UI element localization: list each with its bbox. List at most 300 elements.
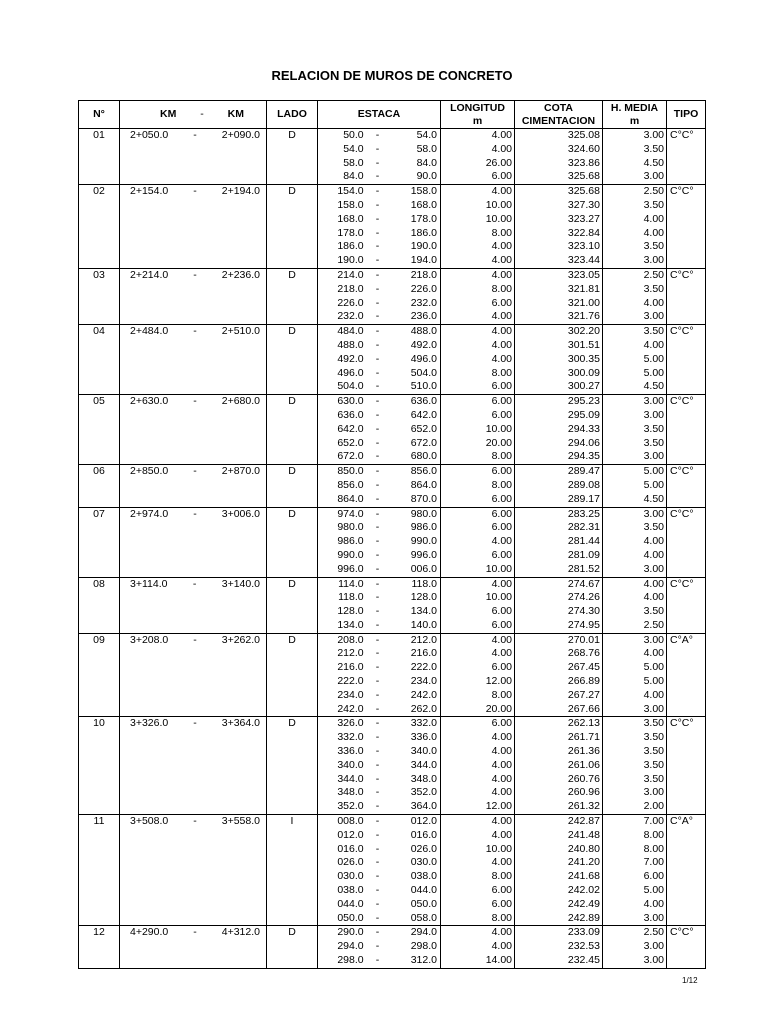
longitud-value: 4.00 bbox=[441, 856, 515, 870]
side-lado bbox=[267, 912, 318, 926]
estaca-sep: - bbox=[375, 325, 380, 338]
longitud-value: 6.00 bbox=[441, 380, 515, 394]
estaca-sep: - bbox=[375, 954, 380, 967]
estaca-from: 038.0 bbox=[337, 884, 364, 897]
table-row bbox=[79, 367, 706, 381]
wall-number bbox=[79, 591, 120, 605]
cota-value: 261.71 bbox=[515, 731, 603, 745]
estaca-range bbox=[318, 157, 441, 171]
estaca-sep: - bbox=[375, 842, 380, 855]
hmedia-value: 5.00 bbox=[603, 479, 667, 493]
hmedia-value: 3.00 bbox=[603, 633, 667, 647]
km-range bbox=[120, 703, 267, 717]
table-row bbox=[79, 549, 706, 563]
estaca-from: 332.0 bbox=[337, 731, 364, 744]
longitud-value: 4.00 bbox=[441, 815, 515, 829]
estaca-sep: - bbox=[375, 717, 380, 730]
wall-number: 04 bbox=[79, 325, 120, 339]
side-lado bbox=[267, 535, 318, 549]
hmedia-value: 3.50 bbox=[603, 199, 667, 213]
km-range bbox=[120, 240, 267, 254]
estaca-from: 492.0 bbox=[337, 352, 364, 365]
wall-number bbox=[79, 954, 120, 968]
cota-value: 282.31 bbox=[515, 521, 603, 535]
estaca-to: 044.0 bbox=[410, 884, 437, 897]
table-row bbox=[79, 815, 706, 829]
cota-value: 321.76 bbox=[515, 310, 603, 324]
estaca-from: 044.0 bbox=[337, 897, 364, 910]
wall-number bbox=[79, 437, 120, 451]
hmedia-value: 4.00 bbox=[603, 898, 667, 912]
header-km-right: KM bbox=[227, 108, 244, 120]
cota-value: 281.09 bbox=[515, 549, 603, 563]
hmedia-value: 2.50 bbox=[603, 926, 667, 940]
cota-value: 295.23 bbox=[515, 395, 603, 409]
cota-value: 232.53 bbox=[515, 940, 603, 954]
estaca-to: 856.0 bbox=[410, 465, 437, 478]
side-lado bbox=[267, 829, 318, 843]
cota-value: 281.52 bbox=[515, 563, 603, 577]
table-row bbox=[79, 465, 706, 479]
estaca-range bbox=[318, 185, 441, 199]
side-lado bbox=[267, 143, 318, 157]
table-row bbox=[79, 689, 706, 703]
km-range bbox=[120, 786, 267, 800]
side-lado bbox=[267, 591, 318, 605]
wall-number bbox=[79, 940, 120, 954]
wall-number bbox=[79, 661, 120, 675]
cota-value: 324.60 bbox=[515, 143, 603, 157]
estaca-to: 158.0 bbox=[410, 185, 437, 198]
estaca-range bbox=[318, 535, 441, 549]
side-lado bbox=[267, 297, 318, 311]
estaca-to: 488.0 bbox=[410, 325, 437, 338]
table-row bbox=[79, 240, 706, 254]
km-range bbox=[120, 297, 267, 311]
longitud-value: 10.00 bbox=[441, 591, 515, 605]
estaca-range bbox=[318, 675, 441, 689]
estaca-from: 336.0 bbox=[337, 745, 364, 758]
hmedia-value: 5.00 bbox=[603, 884, 667, 898]
side-lado bbox=[267, 353, 318, 367]
estaca-from: 128.0 bbox=[337, 605, 364, 618]
km-end: 3+364.0 bbox=[221, 717, 260, 730]
longitud-value: 8.00 bbox=[441, 870, 515, 884]
table-row bbox=[79, 940, 706, 954]
estaca-to: 990.0 bbox=[410, 535, 437, 548]
km-start: 2+214.0 bbox=[130, 268, 169, 281]
hmedia-value: 2.50 bbox=[603, 268, 667, 282]
estaca-from: 504.0 bbox=[337, 380, 364, 393]
cota-value: 300.35 bbox=[515, 353, 603, 367]
side-lado bbox=[267, 479, 318, 493]
km-end: 3+006.0 bbox=[221, 507, 260, 520]
estaca-sep: - bbox=[375, 296, 380, 309]
longitud-value: 4.00 bbox=[441, 633, 515, 647]
estaca-from: 050.0 bbox=[337, 911, 364, 924]
km-range bbox=[120, 856, 267, 870]
estaca-sep: - bbox=[375, 352, 380, 365]
cota-value: 323.44 bbox=[515, 254, 603, 268]
hmedia-value: 3.50 bbox=[603, 521, 667, 535]
estaca-sep: - bbox=[375, 800, 380, 813]
estaca-to: 050.0 bbox=[410, 897, 437, 910]
estaca-sep: - bbox=[375, 772, 380, 785]
wall-number bbox=[79, 786, 120, 800]
hmedia-value: 6.00 bbox=[603, 870, 667, 884]
wall-number bbox=[79, 170, 120, 184]
estaca-range bbox=[318, 870, 441, 884]
km-start: 2+154.0 bbox=[130, 185, 169, 198]
longitud-value: 6.00 bbox=[441, 465, 515, 479]
header-km bbox=[120, 101, 267, 129]
km-range bbox=[120, 731, 267, 745]
km-start: 3+326.0 bbox=[130, 717, 169, 730]
side-lado bbox=[267, 437, 318, 451]
tipo-value bbox=[667, 437, 706, 451]
table-row bbox=[79, 493, 706, 507]
km-range bbox=[120, 940, 267, 954]
estaca-from: 974.0 bbox=[337, 507, 364, 520]
estaca-sep: - bbox=[375, 478, 380, 491]
estaca-from: 118.0 bbox=[338, 591, 364, 604]
km-range bbox=[120, 437, 267, 451]
estaca-from: 864.0 bbox=[337, 492, 364, 505]
cota-value: 321.81 bbox=[515, 283, 603, 297]
estaca-sep: - bbox=[375, 633, 380, 646]
estaca-to: 864.0 bbox=[410, 478, 437, 491]
hmedia-value: 3.50 bbox=[603, 423, 667, 437]
cota-value: 327.30 bbox=[515, 199, 603, 213]
table-row bbox=[79, 423, 706, 437]
estaca-from: 348.0 bbox=[337, 786, 364, 799]
estaca-range bbox=[318, 647, 441, 661]
wall-number bbox=[79, 870, 120, 884]
km-sep: - bbox=[193, 717, 197, 730]
cota-value: 233.09 bbox=[515, 926, 603, 940]
header-hmedia-line1: H. MEDIA bbox=[610, 101, 659, 114]
wall-number bbox=[79, 254, 120, 268]
cota-value: 242.49 bbox=[515, 898, 603, 912]
side-lado bbox=[267, 157, 318, 171]
km-range bbox=[120, 479, 267, 493]
hmedia-value: 3.50 bbox=[603, 773, 667, 787]
estaca-range bbox=[318, 297, 441, 311]
tipo-value bbox=[667, 213, 706, 227]
tipo-value bbox=[667, 297, 706, 311]
km-range bbox=[120, 647, 267, 661]
cota-value: 274.30 bbox=[515, 605, 603, 619]
wall-number bbox=[79, 731, 120, 745]
hmedia-value: 2.50 bbox=[603, 185, 667, 199]
wall-number bbox=[79, 199, 120, 213]
hmedia-value: 3.50 bbox=[603, 283, 667, 297]
estaca-range bbox=[318, 240, 441, 254]
cota-value: 300.27 bbox=[515, 380, 603, 394]
hmedia-value: 4.50 bbox=[603, 493, 667, 507]
estaca-from: 636.0 bbox=[337, 408, 364, 421]
longitud-value: 8.00 bbox=[441, 912, 515, 926]
header-km-sep: - bbox=[200, 108, 204, 120]
table-row bbox=[79, 409, 706, 423]
cota-value: 242.87 bbox=[515, 815, 603, 829]
hmedia-value: 3.50 bbox=[603, 759, 667, 773]
estaca-from: 496.0 bbox=[337, 366, 364, 379]
estaca-sep: - bbox=[375, 911, 380, 924]
side-lado bbox=[267, 759, 318, 773]
estaca-sep: - bbox=[375, 366, 380, 379]
km-range bbox=[120, 493, 267, 507]
cota-value: 241.68 bbox=[515, 870, 603, 884]
longitud-value: 12.00 bbox=[441, 800, 515, 814]
longitud-value: 4.00 bbox=[441, 310, 515, 324]
longitud-value: 4.00 bbox=[441, 577, 515, 591]
estaca-to: 870.0 bbox=[410, 492, 437, 505]
hmedia-value: 3.50 bbox=[603, 731, 667, 745]
wall-number bbox=[79, 423, 120, 437]
estaca-sep: - bbox=[375, 310, 380, 323]
estaca-from: 186.0 bbox=[337, 240, 364, 253]
longitud-value: 6.00 bbox=[441, 619, 515, 633]
longitud-value: 4.00 bbox=[441, 745, 515, 759]
estaca-to: 218.0 bbox=[410, 268, 437, 281]
km-range bbox=[120, 549, 267, 563]
estaca-range bbox=[318, 856, 441, 870]
wall-number: 08 bbox=[79, 577, 120, 591]
estaca-from: 190.0 bbox=[337, 254, 364, 267]
wall-number bbox=[79, 380, 120, 394]
km-end: 2+090.0 bbox=[221, 129, 260, 141]
estaca-sep: - bbox=[375, 605, 380, 618]
tipo-value bbox=[667, 521, 706, 535]
estaca-from: 232.0 bbox=[337, 310, 364, 323]
estaca-range bbox=[318, 521, 441, 535]
estaca-sep: - bbox=[375, 926, 380, 939]
side-lado bbox=[267, 170, 318, 184]
longitud-value: 6.00 bbox=[441, 549, 515, 563]
tipo-value bbox=[667, 549, 706, 563]
hmedia-value: 2.50 bbox=[603, 619, 667, 633]
km-range bbox=[120, 129, 267, 143]
longitud-value: 6.00 bbox=[441, 493, 515, 507]
estaca-from: 996.0 bbox=[337, 562, 364, 575]
estaca-sep: - bbox=[375, 240, 380, 253]
estaca-from: 488.0 bbox=[337, 338, 364, 351]
longitud-value: 8.00 bbox=[441, 227, 515, 241]
wall-number bbox=[79, 213, 120, 227]
wall-number bbox=[79, 409, 120, 423]
estaca-from: 026.0 bbox=[337, 856, 364, 869]
estaca-from: 630.0 bbox=[337, 395, 364, 408]
cota-value: 262.13 bbox=[515, 717, 603, 731]
hmedia-value: 3.50 bbox=[603, 745, 667, 759]
estaca-to: 058.0 bbox=[410, 911, 437, 924]
km-range bbox=[120, 563, 267, 577]
estaca-from: 114.0 bbox=[338, 577, 364, 590]
estaca-sep: - bbox=[375, 492, 380, 505]
km-start: 2+484.0 bbox=[130, 325, 169, 338]
cota-value: 294.33 bbox=[515, 423, 603, 437]
km-range bbox=[120, 843, 267, 857]
estaca-from: 178.0 bbox=[337, 226, 364, 239]
wall-number: 05 bbox=[79, 395, 120, 409]
cota-value: 242.89 bbox=[515, 912, 603, 926]
estaca-range bbox=[318, 759, 441, 773]
estaca-to: 294.0 bbox=[410, 926, 437, 939]
km-range bbox=[120, 521, 267, 535]
header-cota-line1: COTA bbox=[544, 101, 573, 114]
estaca-from: 850.0 bbox=[337, 465, 364, 478]
longitud-value: 4.00 bbox=[441, 647, 515, 661]
walls-table bbox=[78, 100, 706, 969]
longitud-value: 4.00 bbox=[441, 240, 515, 254]
longitud-value: 4.00 bbox=[441, 325, 515, 339]
table-row bbox=[79, 898, 706, 912]
table-row bbox=[79, 675, 706, 689]
wall-number bbox=[79, 563, 120, 577]
estaca-to: 312.0 bbox=[410, 954, 437, 967]
table-row bbox=[79, 647, 706, 661]
km-range bbox=[120, 380, 267, 394]
estaca-from: 672.0 bbox=[337, 450, 364, 463]
side-lado bbox=[267, 423, 318, 437]
cota-value: 323.10 bbox=[515, 240, 603, 254]
estaca-from: 84.0 bbox=[343, 170, 364, 183]
estaca-sep: - bbox=[375, 815, 380, 828]
cota-value: 241.48 bbox=[515, 829, 603, 843]
estaca-sep: - bbox=[375, 142, 380, 155]
km-sep: - bbox=[193, 507, 197, 520]
longitud-value: 4.00 bbox=[441, 254, 515, 268]
cota-value: 325.08 bbox=[515, 129, 603, 143]
header-hmedia bbox=[603, 101, 667, 129]
table-row bbox=[79, 577, 706, 591]
estaca-sep: - bbox=[375, 380, 380, 393]
estaca-range bbox=[318, 199, 441, 213]
estaca-to: 236.0 bbox=[410, 310, 437, 323]
tipo-value bbox=[667, 240, 706, 254]
side-lado bbox=[267, 856, 318, 870]
estaca-from: 344.0 bbox=[337, 772, 364, 785]
hmedia-value: 4.00 bbox=[603, 647, 667, 661]
estaca-range bbox=[318, 563, 441, 577]
tipo-value bbox=[667, 409, 706, 423]
table-row bbox=[79, 731, 706, 745]
km-start: 2+850.0 bbox=[130, 465, 169, 478]
hmedia-value: 3.50 bbox=[603, 143, 667, 157]
table-row bbox=[79, 717, 706, 731]
table-row bbox=[79, 535, 706, 549]
estaca-from: 990.0 bbox=[337, 548, 364, 561]
side-lado: D bbox=[267, 325, 318, 339]
longitud-value: 10.00 bbox=[441, 199, 515, 213]
wall-number: 06 bbox=[79, 465, 120, 479]
tipo-value bbox=[667, 661, 706, 675]
tipo-value bbox=[667, 479, 706, 493]
km-range bbox=[120, 745, 267, 759]
table-row bbox=[79, 339, 706, 353]
hmedia-value: 5.00 bbox=[603, 661, 667, 675]
estaca-sep: - bbox=[375, 786, 380, 799]
estaca-range bbox=[318, 479, 441, 493]
tipo-value: C°A° bbox=[667, 815, 706, 829]
estaca-range bbox=[318, 773, 441, 787]
wall-number bbox=[79, 479, 120, 493]
estaca-range bbox=[318, 829, 441, 843]
table-row bbox=[79, 843, 706, 857]
km-range bbox=[120, 884, 267, 898]
km-range bbox=[120, 591, 267, 605]
tipo-value bbox=[667, 535, 706, 549]
estaca-sep: - bbox=[375, 198, 380, 211]
hmedia-value: 3.00 bbox=[603, 954, 667, 968]
header-estaca: ESTACA bbox=[318, 101, 441, 129]
hmedia-value: 4.00 bbox=[603, 227, 667, 241]
estaca-sep: - bbox=[375, 282, 380, 295]
hmedia-value: 4.00 bbox=[603, 535, 667, 549]
longitud-value: 4.00 bbox=[441, 185, 515, 199]
estaca-to: 504.0 bbox=[410, 366, 437, 379]
estaca-range bbox=[318, 619, 441, 633]
wall-number bbox=[79, 856, 120, 870]
km-range bbox=[120, 605, 267, 619]
estaca-to: 84.0 bbox=[416, 156, 437, 169]
estaca-from: 980.0 bbox=[337, 521, 364, 534]
estaca-to: 996.0 bbox=[410, 548, 437, 561]
estaca-to: 642.0 bbox=[410, 408, 437, 421]
estaca-sep: - bbox=[375, 408, 380, 421]
table-row bbox=[79, 605, 706, 619]
km-range bbox=[120, 898, 267, 912]
km-range bbox=[120, 353, 267, 367]
wall-number bbox=[79, 619, 120, 633]
estaca-sep: - bbox=[375, 268, 380, 281]
wall-number bbox=[79, 773, 120, 787]
estaca-range bbox=[318, 170, 441, 184]
km-range bbox=[120, 310, 267, 324]
tipo-value: C°C° bbox=[667, 185, 706, 199]
tipo-value bbox=[667, 647, 706, 661]
cota-value: 289.47 bbox=[515, 465, 603, 479]
estaca-sep: - bbox=[375, 450, 380, 463]
tipo-value bbox=[667, 283, 706, 297]
estaca-range bbox=[318, 129, 441, 143]
hmedia-value: 3.00 bbox=[603, 786, 667, 800]
estaca-from: 134.0 bbox=[337, 618, 364, 631]
km-range bbox=[120, 815, 267, 829]
estaca-to: 016.0 bbox=[410, 828, 437, 841]
hmedia-value: 3.50 bbox=[603, 717, 667, 731]
estaca-range bbox=[318, 268, 441, 282]
longitud-value: 6.00 bbox=[441, 521, 515, 535]
km-range bbox=[120, 829, 267, 843]
estaca-to: 298.0 bbox=[410, 940, 437, 953]
estaca-range bbox=[318, 465, 441, 479]
km-start: 2+630.0 bbox=[130, 395, 169, 408]
wall-number bbox=[79, 143, 120, 157]
wall-number bbox=[79, 800, 120, 814]
km-range bbox=[120, 912, 267, 926]
estaca-sep: - bbox=[375, 731, 380, 744]
hmedia-value: 3.00 bbox=[603, 563, 667, 577]
table-row bbox=[79, 633, 706, 647]
wall-number bbox=[79, 703, 120, 717]
cota-value: 281.44 bbox=[515, 535, 603, 549]
estaca-range bbox=[318, 703, 441, 717]
wall-number bbox=[79, 745, 120, 759]
table-header-row bbox=[79, 101, 706, 129]
side-lado: D bbox=[267, 129, 318, 143]
